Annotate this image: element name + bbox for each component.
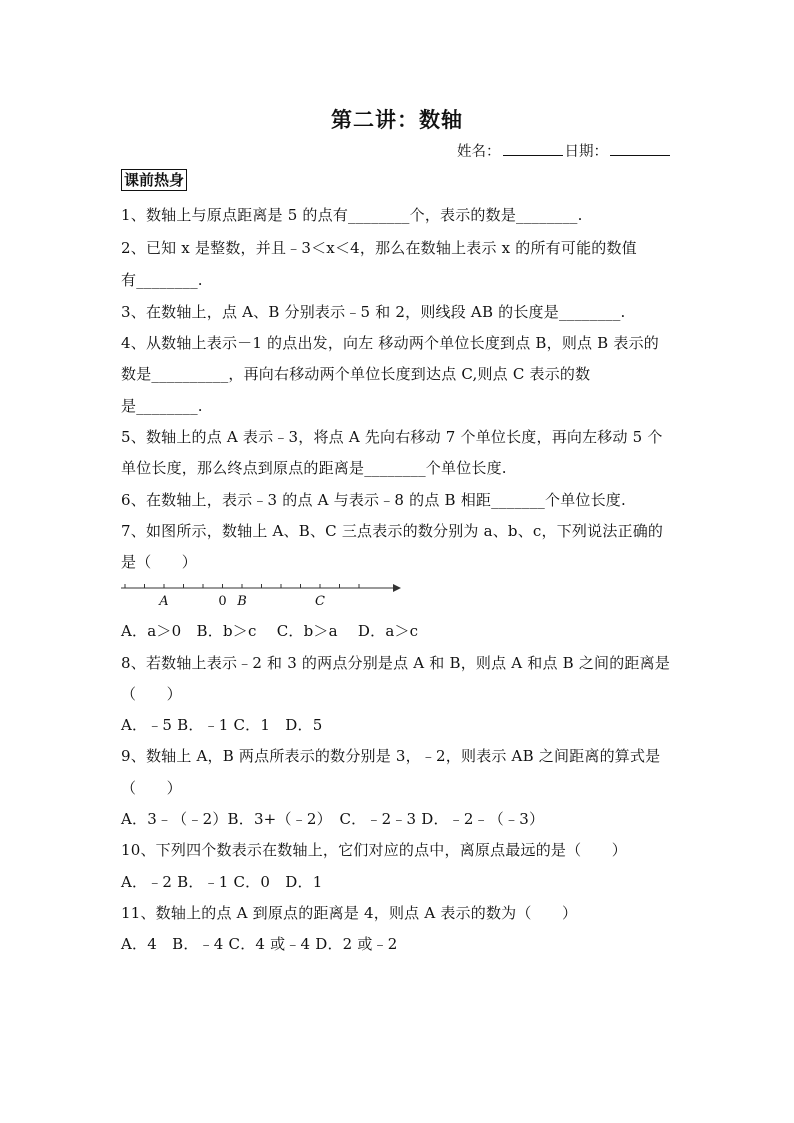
question-line: 8、若数轴上表示﹣2 和 3 的两点分别是点 A 和 B，则点 A 和点 B 之间的距离是 xyxy=(121,654,671,672)
question-line: 2、已知 x 是整数，并且﹣3＜x＜4，那么在数轴上表示 x 的所有可能的数值 xyxy=(121,239,637,257)
question-line: A．﹣2 B．﹣1 C．0 D．1 xyxy=(121,873,323,891)
question-line: 7、如图所示，数轴上 A、B、C 三点表示的数分别为 a、b、c，下列说法正确的 xyxy=(121,522,664,540)
number-line-label: 0 xyxy=(218,594,227,609)
number-line-label: C xyxy=(315,594,325,609)
number-line-figure xyxy=(121,578,401,612)
question-line: （ ） xyxy=(121,779,182,797)
question-line: 有________. xyxy=(121,271,203,289)
question-line: 10、下列四个数表示在数轴上，它们对应的点中，离原点最远的是（ ） xyxy=(121,841,627,859)
question-line: （ ） xyxy=(121,685,182,703)
question-line: 5、数轴上的点 A 表示﹣3，将点 A 先向右移动 7 个单位长度，再向左移动 5 个 xyxy=(121,428,663,446)
question-line: 6、在数轴上，表示﹣3 的点 A 与表示﹣8 的点 B 相距_______个单位长度. xyxy=(121,491,626,509)
question-line: 9、数轴上 A，B 两点所表示的数分别是 3，﹣2，则表示 AB 之间距离的算式是 xyxy=(121,747,661,765)
question-line: 3、在数轴上，点 A、B 分别表示﹣5 和 2，则线段 AB 的长度是________. xyxy=(121,303,626,321)
question-line: 是________. xyxy=(121,397,203,415)
number-line-labels xyxy=(158,594,325,609)
question-line: 单位长度，那么终点到原点的距离是________个单位长度. xyxy=(121,459,507,477)
date-blank[interactable] xyxy=(610,143,670,156)
question-line: A．a＞0 B．b＞c C．b＞a D．a＞c xyxy=(121,622,419,640)
question-line: 是（ ） xyxy=(121,553,198,571)
question-line: A．3﹣（﹣2）B．3+（﹣2） C．﹣2﹣3 D．﹣2﹣（﹣3） xyxy=(121,810,545,828)
name-label: 姓名： xyxy=(457,144,501,160)
question-line: 11、数轴上的点 A 到原点的距离是 4，则点 A 表示的数为（ ） xyxy=(121,904,578,922)
date-label: 日期： xyxy=(564,144,608,160)
question-line: A．4 B．﹣4 C．4 或﹣4 D．2 或﹣2 xyxy=(121,935,398,953)
number-line-arrow xyxy=(393,584,401,592)
question-line: 1、数轴上与原点距离是 5 的点有________个，表示的数是________. xyxy=(121,206,583,224)
page-title: 第二讲：数轴 xyxy=(331,107,463,132)
number-line-label: A xyxy=(159,594,169,609)
number-line-label: B xyxy=(237,594,247,609)
question-line: A．﹣5 B．﹣1 C．1 D．5 xyxy=(121,716,323,734)
name-blank[interactable] xyxy=(503,143,563,156)
question-line: 4、从数轴上表示－1 的点出发，向左 移动两个单位长度到点 B，则点 B 表示的 xyxy=(121,334,659,352)
number-line-ticks xyxy=(125,584,359,588)
question-line: 数是__________，再向右移动两个单位长度到达点 C,则点 C 表示的数 xyxy=(121,365,591,383)
student-info xyxy=(457,140,672,161)
section-label: 课前热身 xyxy=(121,169,187,191)
